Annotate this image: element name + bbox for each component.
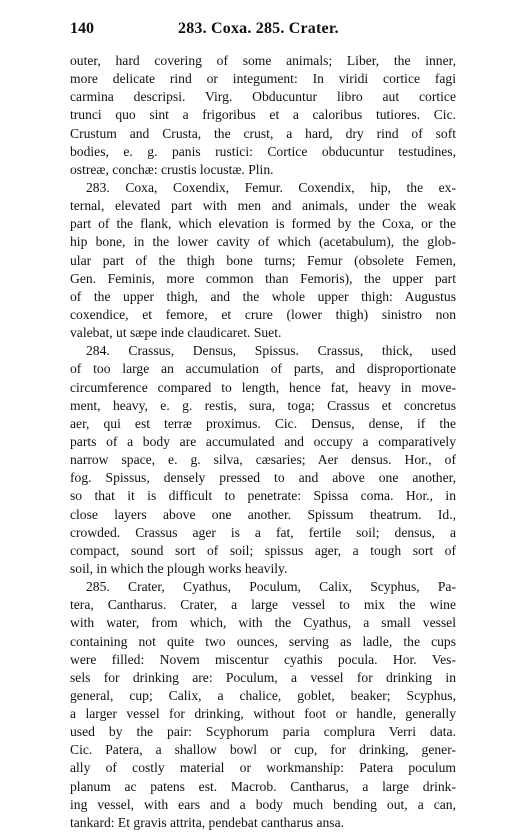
page-header xyxy=(70,20,452,42)
text-line: tera, Cantharus. Crater, a large vessel to mix the wine xyxy=(70,597,456,613)
text-line: Gen. Feminis, more common than Femoris), the upper part xyxy=(70,270,456,286)
text-line: general, cup; Calix, a chalice, goblet, beaker; Scyphus, xyxy=(70,687,456,703)
text-line: valebat, ut sæpe inde claudicaret. Suet. xyxy=(70,325,282,341)
text-line: Crustum and Crusta, the crust, a hard, dry rind of soft xyxy=(70,125,456,141)
text-line: aer, qui est terræ proximus. Cic. Densus, dense, if the xyxy=(70,415,456,431)
text-line: hip bone, in the lower cavity of which (acetabulum), the glob- xyxy=(70,234,456,250)
text-line: ing vessel, with ears and a body much bending out, a can, xyxy=(70,796,456,812)
text-line: ternal, elevated part with men and animals, under the weak xyxy=(70,198,456,214)
text-line: 284. Crassus, Densus, Spissus. Crassus, thick, used xyxy=(86,343,456,359)
text-line: fog. Spissus, densely pressed to and above one another, xyxy=(70,470,456,486)
text-line: 283. Coxa, Coxendix, Femur. Coxendix, hip, the ex- xyxy=(86,179,456,195)
text-line: 285. Crater, Cyathus, Poculum, Calix, Scyphus, Pa- xyxy=(86,579,456,595)
text-line: close layers above one another. Spissum theatrum. Id., xyxy=(70,506,456,522)
text-line: parts of a body are accumulated and occupy a comparatively xyxy=(70,433,456,449)
text-line: outer, hard covering of some animals; Liber, the inner, xyxy=(70,53,456,68)
text-line: were filled: Novem miscentur cyathis pocula. Hor. Ves- xyxy=(70,651,456,667)
text-line: part of the flank, which elevation is formed by the Coxa, or the xyxy=(70,216,456,232)
text-line: sels for drinking are: Poculum, a vessel for drinking in xyxy=(70,669,456,685)
body-text xyxy=(70,52,456,832)
text-line: ular part of the thigh bone turns; Femur (obsolete Femen, xyxy=(70,252,456,268)
text-line: so that it is difficult to penetrate: Spissa coma. Hor., in xyxy=(70,488,456,504)
text-line: more delicate rind or integument: In viridi cortice fagi xyxy=(70,71,456,87)
text-line: ostreæ, conchæ: crustis locustæ. Plin. xyxy=(70,161,274,177)
text-line: a larger vessel for drinking, without foot or handle, generally xyxy=(70,706,456,722)
text-line: used by the pair: Scyphorum paria complura Verri data. xyxy=(70,724,456,740)
text-line: of too large an accumulation of parts, and disproportionate xyxy=(70,361,456,377)
text-line: crowded. Crassus ager is a fat, fertile soil; densus, a xyxy=(70,524,456,540)
text-line: compact, sound sort of soil; spissus ager, a tough sort of xyxy=(70,542,456,558)
text-line: bodies, e. g. panis rustici: Cortice obducuntur testudines, xyxy=(70,143,456,159)
text-line: Cic. Patera, a shallow bowl or cup, for drinking, gener- xyxy=(70,742,456,758)
text-line: circumference compared to length, hence fat, heavy in move- xyxy=(70,379,456,395)
text-line: tankard: Et gravis attrita, pendebat cantharus ansa. xyxy=(70,814,345,830)
text-line: ment, heavy, e. g. restis, sura, toga; Crassus et concretus xyxy=(70,397,456,413)
text-line: trunci quo sint a frigoribus et a caloribus tutiores. Cic. xyxy=(70,107,456,123)
text-line: carmina descripsi. Virg. Obducuntur libro aut cortice xyxy=(70,89,456,105)
text-line: with water, from which, with the Cyathus, a small vessel xyxy=(70,615,456,631)
text-line: soil, in which the plough works heavily. xyxy=(70,560,288,576)
text-line: of the upper thigh, and the whole upper thigh: Augustus xyxy=(70,288,456,304)
running-head: 283. Coxa. 285. Crater. xyxy=(178,20,339,37)
text-line: containing not quite two ounces, serving as ladle, the cups xyxy=(70,633,456,649)
text-line: planum ac patens est. Macrob. Cantharus, a large drink- xyxy=(70,778,456,794)
page-number: 140 xyxy=(70,20,94,37)
text-line: narrow space, e. g. silva, cæsaries; Aer densus. Hor., of xyxy=(70,452,456,468)
text-line: coxendice, et femore, et crure (lower thigh) sinistro non xyxy=(70,306,456,322)
text-line: ally of costly material or workmanship: Patera poculum xyxy=(70,760,456,776)
